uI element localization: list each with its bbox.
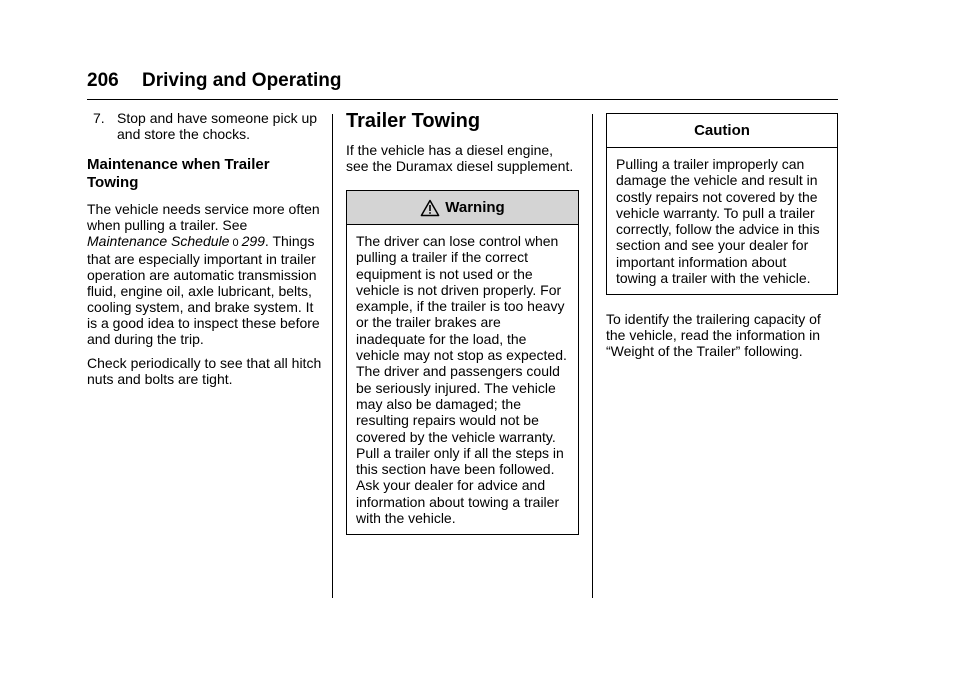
para-text-continued: . Things that are especially important in trailer operation are automatic transmission fluid, engine oil, axle lubricant, belts, cooling system, and brake system. It is a good idea to inspect these before and during the trip. <box>87 233 320 347</box>
caution-text: Pulling a trailer improperly can damage the vehicle and result in costly repairs not covered by the vehicle warranty. To pull a trailer correctly, follow the advice in this section and see your dealer for important information about towing a trailer with the vehicle. <box>616 156 820 287</box>
page-header <box>87 70 838 98</box>
page-reference-icon: 0 <box>232 237 239 249</box>
step-number: 7. <box>93 110 105 126</box>
trailering-capacity-paragraph: To identify the trailering capacity of the vehicle, read the information in “Weight of the Trailer” following. <box>606 311 821 360</box>
hitch-paragraph: Check periodically to see that all hitch nuts and bolts are tight. <box>87 355 322 387</box>
maintenance-schedule-link[interactable]: Maintenance Schedule <box>87 233 230 249</box>
warning-header <box>347 191 578 225</box>
caution-box <box>606 113 838 295</box>
warning-text: The driver can lose control when pulling a trailer if the correct equipment is not used or the vehicle is not driven properly. For example, if the trailer is too heavy or the trailer brakes are inadequate for the load, the vehicle may not stop as expected. The driver and passengers could be seriously injured. The vehicle may also be damaged; the resulting repairs would not be covered by the vehicle warranty. Pull a trailer only if all the steps in this section have been followed. Ask your dealer for advice and information about towing a trailer with the vehicle. <box>356 233 567 527</box>
section-title: Driving and Operating <box>142 70 342 91</box>
warning-title: Warning <box>445 199 505 216</box>
warning-box <box>346 190 579 535</box>
heading-trailer-towing: Trailer Towing <box>346 110 481 132</box>
column-divider-right <box>592 114 593 598</box>
reference-page-number[interactable]: 299 <box>241 233 265 249</box>
para-text: The vehicle needs service more often when pulling a trailer. See <box>87 201 320 233</box>
subheading-maintenance: Maintenance when Trailer Towing <box>87 156 270 191</box>
page-number: 206 <box>87 70 119 91</box>
column-left <box>87 110 323 395</box>
column-divider-left <box>332 114 333 598</box>
intro-paragraph: If the vehicle has a diesel engine, see the Duramax diesel supplement. <box>346 142 574 174</box>
step-item <box>87 110 323 142</box>
caution-header <box>607 114 837 148</box>
header-divider <box>87 99 838 100</box>
step-text: Stop and have someone pick up and store the chocks. <box>117 110 318 142</box>
column-middle <box>346 110 579 551</box>
maintenance-paragraph <box>87 201 323 347</box>
warning-triangle-icon <box>420 199 440 217</box>
column-right <box>606 113 838 367</box>
caution-title: Caution <box>694 122 750 139</box>
